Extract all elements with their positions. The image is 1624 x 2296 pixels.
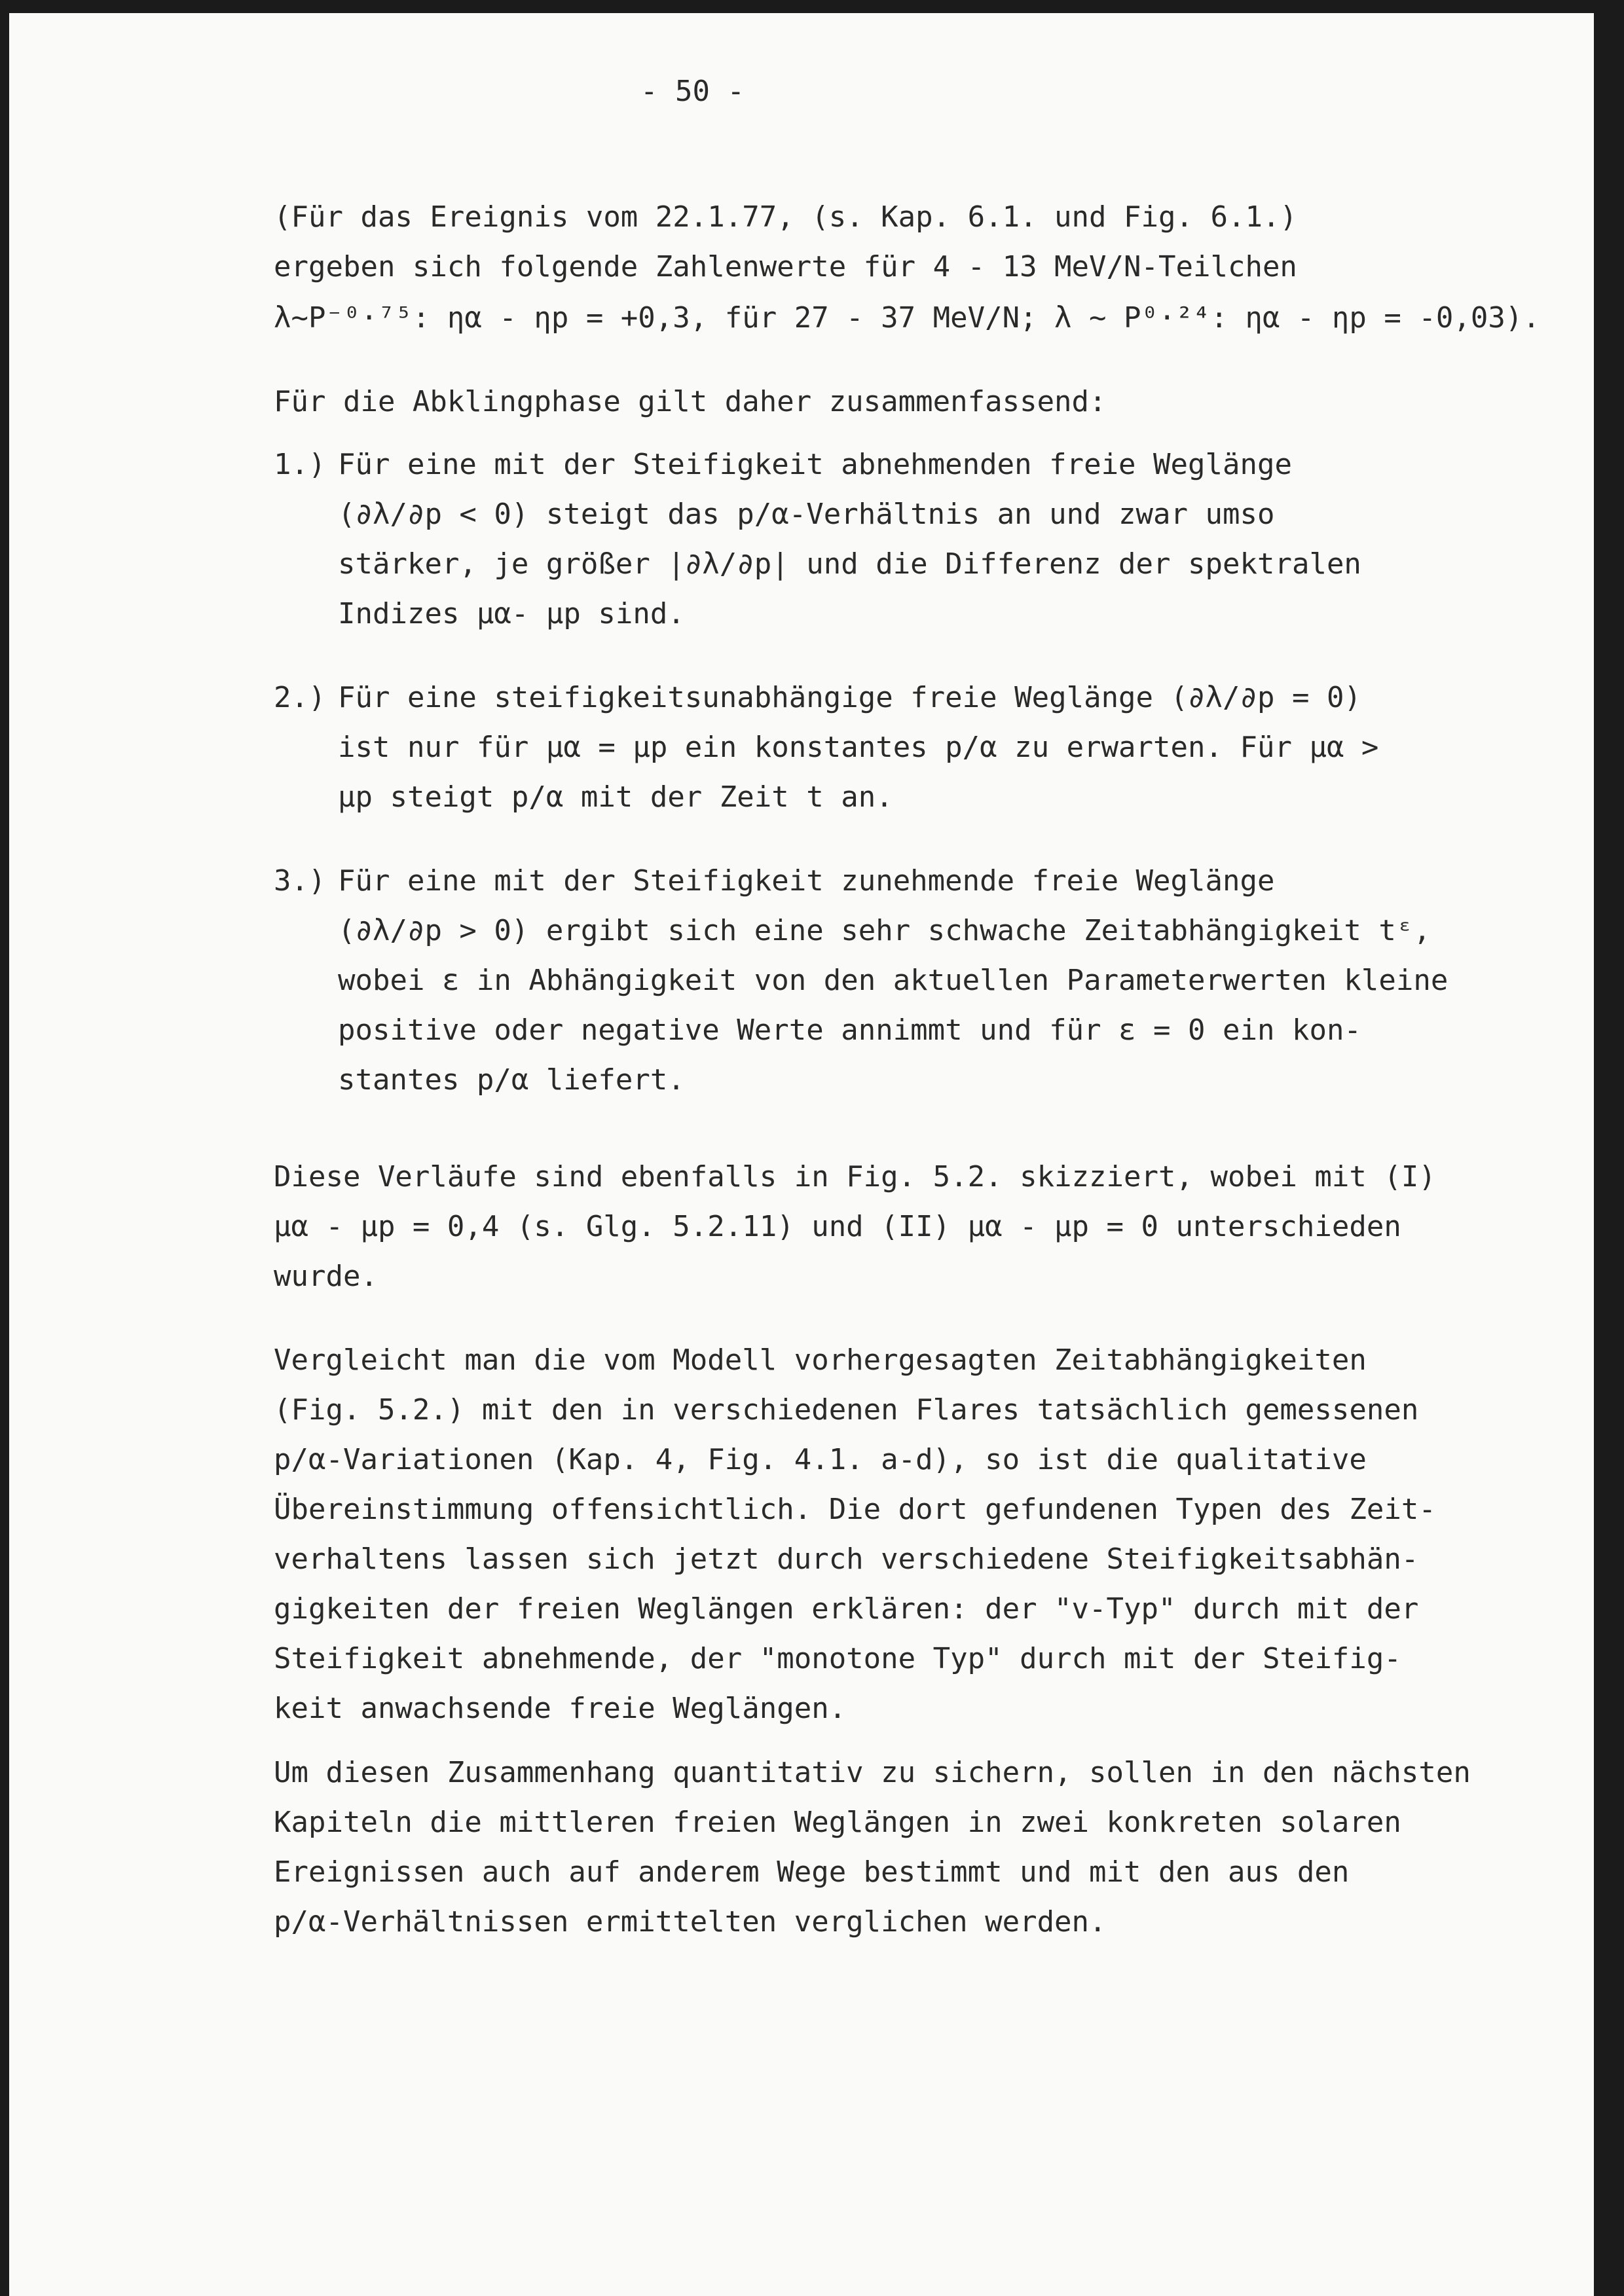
item-1-line-3: stärker, je größer |∂λ/∂p| und die Differenz der spektralen (338, 547, 1361, 581)
outlook-line-2: Kapiteln die mittleren freien Weglängen in zwei konkreten solaren (274, 1806, 1401, 1839)
compare-line-2: (Fig. 5.2.) mit den in verschiedenen Flares tatsächlich gemessenen (274, 1393, 1419, 1427)
compare-line-4: Übereinstimmung offensichtlich. Die dort gefundenen Typen des Zeit- (274, 1493, 1436, 1526)
outlook-line-1: Um diesen Zusammenhang quantitativ zu sichern, sollen in den nächsten (274, 1756, 1471, 1789)
item-2-line-2: ist nur für μα = μp ein konstantes p/α zu erwarten. Für μα > (338, 731, 1379, 764)
outlook-line-4: p/α-Verhältnissen ermittelten verglichen werden. (274, 1905, 1107, 1939)
fig-line-3: wurde. (274, 1260, 378, 1293)
item-2-label: 2.) (274, 681, 326, 714)
outlook-line-3: Ereignissen auch auf anderem Wege bestimmt und mit den aus den (274, 1855, 1350, 1889)
item-3-line-1: Für eine mit der Steifigkeit zunehmende freie Weglänge (338, 864, 1275, 898)
item-2-line-3: μp steigt p/α mit der Zeit t an. (338, 780, 893, 814)
scan-border-top (0, 0, 1624, 13)
summary-heading: Für die Abklingphase gilt daher zusammenfassend: (274, 385, 1107, 418)
fig-line-2: μα - μp = 0,4 (s. Glg. 5.2.11) und (II) μα - μp = 0 unterschieden (274, 1210, 1401, 1243)
compare-line-6: gigkeiten der freien Weglängen erklären: der "v-Typ" durch mit der (274, 1592, 1419, 1626)
compare-line-1: Vergleicht man die vom Modell vorhergesagten Zeitabhängigkeiten (274, 1343, 1367, 1377)
fig-line-1: Diese Verläufe sind ebenfalls in Fig. 5.2. skizziert, wobei mit (I) (274, 1160, 1436, 1194)
item-3-line-4: positive oder negative Werte annimmt und für ε = 0 ein kon- (338, 1013, 1361, 1047)
item-3-line-5: stantes p/α liefert. (338, 1063, 685, 1097)
document-page (9, 13, 1594, 2296)
intro-line-3: λ∼P⁻⁰·⁷⁵: ηα - ηp = +0,3, für 27 - 37 MeV/N; λ ∼ P⁰·²⁴: ηα - ηp = -0,03). (274, 301, 1540, 335)
compare-line-7: Steifigkeit abnehmende, der "monotone Typ" durch mit der Steifig- (274, 1642, 1401, 1675)
item-3-line-2: (∂λ/∂p > 0) ergibt sich eine sehr schwache Zeitabhängigkeit tᵋ, (338, 914, 1431, 947)
scan-border-right (1594, 0, 1624, 2296)
item-1-line-4: Indizes μα- μp sind. (338, 597, 685, 630)
item-1-line-2: (∂λ/∂p < 0) steigt das p/α-Verhältnis an und zwar umso (338, 498, 1275, 531)
item-2-line-1: Für eine steifigkeitsunabhängige freie Weglänge (∂λ/∂p = 0) (338, 681, 1361, 714)
item-1-label: 1.) (274, 448, 326, 481)
compare-line-3: p/α-Variationen (Kap. 4, Fig. 4.1. a-d), so ist die qualitative (274, 1443, 1367, 1476)
item-3-label: 3.) (274, 864, 326, 898)
item-3-line-3: wobei ε in Abhängigkeit von den aktuellen Parameterwerten kleine (338, 964, 1449, 997)
compare-line-8: keit anwachsende freie Weglängen. (274, 1692, 847, 1725)
intro-line-2: ergeben sich folgende Zahlenwerte für 4 - 13 MeV/N-Teilchen (274, 250, 1297, 283)
compare-line-5: verhaltens lassen sich jetzt durch verschiedene Steifigkeitsabhän- (274, 1542, 1419, 1576)
page-number: - 50 - (640, 75, 745, 108)
intro-line-1: (Für das Ereignis vom 22.1.77, (s. Kap. 6.1. und Fig. 6.1.) (274, 200, 1297, 234)
item-1-line-1: Für eine mit der Steifigkeit abnehmenden freie Weglänge (338, 448, 1292, 481)
